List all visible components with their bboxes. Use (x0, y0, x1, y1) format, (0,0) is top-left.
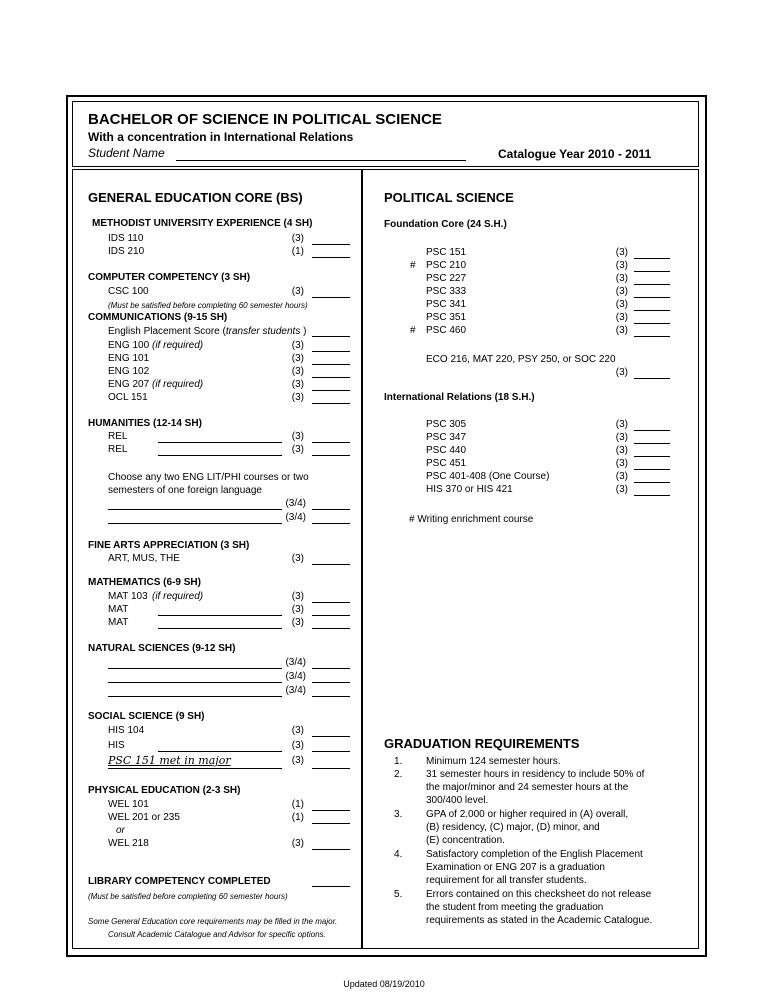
course-label: ENG 101 (108, 353, 150, 364)
natural-title: NATURAL SCIENCES (9-12 SH) (88, 643, 236, 654)
credit-hours: (3) (291, 838, 304, 849)
credit-hours: (3) (291, 366, 304, 377)
credit-hours: (1) (291, 246, 304, 257)
requirement-text: Errors contained on this checksheet do not release (426, 889, 652, 900)
credit-hours: (1) (291, 812, 304, 823)
course-label: WEL 201 or 235 (108, 812, 180, 823)
course-blank[interactable] (312, 377, 350, 378)
course-name-line[interactable] (108, 696, 282, 697)
course-blank[interactable] (312, 849, 350, 850)
course-blank[interactable] (634, 284, 670, 285)
course-blank[interactable] (312, 736, 350, 737)
credit-hours: (3) (615, 458, 628, 469)
credit-hours: (3) (291, 617, 304, 628)
course-name-line[interactable] (108, 682, 282, 683)
page-subtitle: With a concentration in International Relations (88, 130, 354, 144)
course-blank[interactable] (312, 823, 350, 824)
credit-hours: (3) (291, 740, 304, 751)
course-label: MAT (108, 617, 129, 628)
student-name-field[interactable] (176, 160, 466, 161)
course-blank[interactable] (312, 628, 350, 629)
course-blank[interactable] (634, 336, 670, 337)
requirement-number: 5. (394, 889, 403, 900)
course-label: or (116, 825, 125, 836)
course-blank[interactable] (312, 455, 350, 456)
page-title: BACHELOR OF SCIENCE IN POLITICAL SCIENCE (88, 111, 442, 128)
requirement-text: (E) concentration. (426, 835, 505, 846)
student-name-label: Student Name (88, 146, 165, 160)
gen-ed-heading: GENERAL EDUCATION CORE (BS) (88, 190, 303, 205)
pe-title: PHYSICAL EDUCATION (2-3 SH) (88, 785, 241, 796)
foundation-title: Foundation Core (24 S.H.) (384, 219, 507, 230)
graduation-title: GRADUATION REQUIREMENTS (384, 736, 580, 751)
requirement-number: 4. (394, 849, 403, 860)
course-label: PSC 347 (426, 432, 467, 443)
credit-hours: (3) (291, 604, 304, 615)
credit-hours: (3) (291, 392, 304, 403)
math-title: MATHEMATICS (6-9 SH) (88, 577, 201, 588)
course-qualifier: (if required) (152, 591, 204, 602)
course-blank[interactable] (634, 297, 670, 298)
credit-hours: (3) (291, 725, 304, 736)
social-hand-blank[interactable] (312, 768, 350, 769)
requirement-text: Examination or ENG 207 is a graduation (426, 862, 605, 873)
catalogue-year: Catalogue Year 2010 - 2011 (498, 147, 652, 161)
course-label: PSC 151 (426, 247, 467, 258)
course-blank[interactable] (312, 564, 350, 565)
course-label: PSC 227 (426, 273, 467, 284)
methodist-title: METHODIST UNIVERSITY EXPERIENCE (4 SH) (92, 218, 313, 229)
credit-hours: (3/4) (285, 657, 306, 668)
fine-arts-title: FINE ARTS APPRECIATION (3 SH) (88, 540, 250, 551)
humanities-title: HUMANITIES (12-14 SH) (88, 418, 202, 429)
credit-hours: (3) (291, 591, 304, 602)
requirement-text: (B) residency, (C) major, (D) minor, and (426, 822, 600, 833)
computer-note: (Must be satisfied before completing 60 semester hours) (108, 301, 308, 310)
course-blank[interactable] (634, 271, 670, 272)
credit-hours: (3) (615, 445, 628, 456)
requirement-text: requirement for all transfer students. (426, 875, 587, 886)
library-title: LIBRARY COMPETENCY COMPLETED (88, 876, 271, 887)
credit-hours: (3/4) (285, 671, 306, 682)
credit-hours: (3) (291, 379, 304, 390)
social-title: SOCIAL SCIENCE (9 SH) (88, 711, 205, 722)
writing-mark: # (410, 325, 416, 336)
requirement-text: Minimum 124 semester hours. (426, 756, 561, 767)
course-qualifier: (if required) (152, 340, 204, 351)
requirement-number: 2. (394, 769, 403, 780)
course-label: ENG 100 (108, 340, 150, 351)
requirement-text: the student from meeting the graduation (426, 902, 604, 913)
course-label: REL (108, 444, 128, 455)
course-name-line[interactable] (158, 628, 282, 629)
course-label: WEL 101 (108, 799, 149, 810)
credit-hours: (3) (615, 247, 628, 258)
placement-label: English Placement Score (transfer students ) (108, 326, 307, 337)
course-label: PSC 440 (426, 445, 467, 456)
computer-title: COMPUTER COMPETENCY (3 SH) (88, 272, 251, 283)
course-blank[interactable] (312, 390, 350, 391)
course-name-line[interactable] (158, 615, 282, 616)
course-label: MAT (108, 604, 129, 615)
course-name-line[interactable] (108, 668, 282, 669)
course-label: PSC 305 (426, 419, 467, 430)
course-label: OCL 151 (108, 392, 148, 403)
course-name-line[interactable] (108, 523, 282, 524)
course-name-line[interactable] (158, 751, 282, 752)
psc-heading: POLITICAL SCIENCE (384, 190, 514, 205)
credit-hours: (3/4) (285, 498, 306, 509)
requirement-text: requirements as stated in the Academic Catalogue. (426, 915, 653, 926)
writing-note: # Writing enrichment course (409, 514, 534, 525)
course-blank[interactable] (312, 523, 350, 524)
credit-hours: (3) (615, 286, 628, 297)
course-blank[interactable] (312, 297, 350, 298)
credit-hours: (3) (291, 553, 304, 564)
library-blank[interactable] (312, 886, 350, 887)
credit-hours: (3) (291, 286, 304, 297)
requirement-text: the major/minor and 24 semester hours at the (426, 782, 629, 793)
credit-hours: (3) (291, 233, 304, 244)
credit-hours: (3) (615, 312, 628, 323)
course-blank[interactable] (634, 430, 670, 431)
course-label: PSC 401-408 (One Course) (426, 471, 550, 482)
course-blank[interactable] (634, 323, 670, 324)
course-label: PSC 341 (426, 299, 467, 310)
writing-mark: # (410, 260, 416, 271)
humanities-choose-2: semesters of one foreign language (108, 485, 262, 496)
course-blank[interactable] (312, 682, 350, 683)
course-blank[interactable] (312, 696, 350, 697)
course-blank[interactable] (634, 482, 670, 483)
course-label: PSC 451 (426, 458, 467, 469)
course-blank[interactable] (634, 258, 670, 259)
credit-hours: (3) (291, 444, 304, 455)
course-label: ENG 207 (108, 379, 150, 390)
footer-note-1: Some General Education core requirements may be filled in the major. (88, 917, 338, 926)
course-blank[interactable] (312, 668, 350, 669)
course-blank[interactable] (312, 244, 350, 245)
requirement-number: 1. (394, 756, 403, 767)
course-label: WEL 218 (108, 838, 149, 849)
course-blank[interactable] (634, 443, 670, 444)
course-label: PSC 333 (426, 286, 467, 297)
handwritten-note: PSC 151 met in major (108, 754, 231, 767)
course-label: CSC 100 (108, 286, 149, 297)
credit-hours: (3) (291, 340, 304, 351)
course-blank[interactable] (312, 751, 350, 752)
course-label: PSC 351 (426, 312, 467, 323)
updated-date: Updated 08/19/2010 (343, 979, 425, 989)
course-blank[interactable] (312, 615, 350, 616)
social-hand-line (108, 768, 282, 769)
course-label: IDS 110 (108, 233, 144, 244)
course-blank[interactable] (312, 364, 350, 365)
footer-note-2: Consult Academic Catalogue and Advisor for specific options. (108, 930, 326, 939)
credit-hours: (3) (615, 260, 628, 271)
communications-title: COMMUNICATIONS (9-15 SH) (88, 312, 228, 323)
course-label: PSC 210 (426, 260, 467, 271)
course-blank[interactable] (634, 456, 670, 457)
credit-hours: (3) (615, 325, 628, 336)
course-blank[interactable] (312, 602, 350, 603)
course-label: IDS 210 (108, 246, 145, 257)
requirement-text: 300/400 level. (426, 795, 489, 806)
course-label: HIS 370 or HIS 421 (426, 484, 513, 495)
course-blank[interactable] (312, 509, 350, 510)
course-label: MAT 103 (108, 591, 148, 602)
credit-hours: (3/4) (285, 685, 306, 696)
requirement-number: 3. (394, 809, 403, 820)
ir-title: International Relations (18 S.H.) (384, 392, 535, 403)
course-label: PSC 460 (426, 325, 467, 336)
humanities-choose-1: Choose any two ENG LIT/PHI courses or two (108, 472, 309, 483)
requirement-text: GPA of 2.000 or higher required in (A) overall, (426, 809, 629, 820)
credit-hours: (3) (615, 299, 628, 310)
course-label: HIS 104 (108, 725, 145, 736)
course-qualifier: (if required) (152, 379, 204, 390)
credit-hours: (3) (615, 471, 628, 482)
credit-hours: (3) (615, 273, 628, 284)
course-blank[interactable] (312, 442, 350, 443)
course-name-line[interactable] (158, 455, 282, 456)
course-blank[interactable] (634, 495, 670, 496)
library-note: (Must be satisfied before completing 60 semester hours) (88, 892, 288, 901)
eco-blank[interactable] (634, 378, 670, 379)
course-name-line[interactable] (158, 442, 282, 443)
placement-score-field[interactable] (312, 336, 350, 337)
eco-hours: (3) (615, 367, 628, 378)
course-label: HIS (108, 740, 125, 751)
course-blank[interactable] (634, 469, 670, 470)
course-label: REL (108, 431, 128, 442)
course-blank[interactable] (312, 810, 350, 811)
course-label: ENG 102 (108, 366, 150, 377)
credit-hours: (3) (615, 484, 628, 495)
credit-hours: (3) (615, 432, 628, 443)
eco-line: ECO 216, MAT 220, PSY 250, or SOC 220 (426, 354, 616, 365)
course-name-line[interactable] (108, 509, 282, 510)
course-blank[interactable] (634, 310, 670, 311)
credit-hours: (1) (291, 799, 304, 810)
credit-hours: (3) (615, 419, 628, 430)
course-blank[interactable] (312, 351, 350, 352)
course-blank[interactable] (312, 257, 350, 258)
social-hand-hours: (3) (291, 755, 304, 766)
credit-hours: (3) (291, 431, 304, 442)
requirement-text: Satisfactory completion of the English Placement (426, 849, 643, 860)
course-label: ART, MUS, THE (108, 553, 180, 564)
credit-hours: (3/4) (285, 512, 306, 523)
course-blank[interactable] (312, 403, 350, 404)
requirement-text: 31 semester hours in residency to include 50% of (426, 769, 645, 780)
credit-hours: (3) (291, 353, 304, 364)
